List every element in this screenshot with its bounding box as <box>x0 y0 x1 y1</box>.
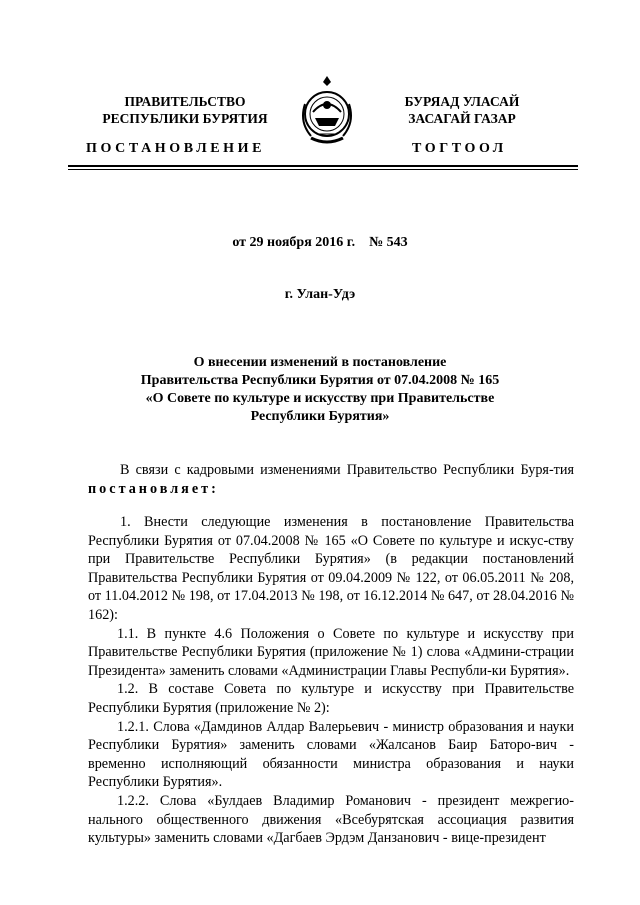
intro-main-text: В связи с кадровыми изменениями Правительство Республики Буря-тия <box>120 462 574 478</box>
document-title <box>120 354 520 426</box>
header-right-line1: БУРЯАД УЛАСАЙ <box>404 94 520 109</box>
coat-of-arms-icon <box>297 74 357 154</box>
decree-body <box>88 513 574 848</box>
header-rule-thin <box>68 169 578 170</box>
government-header-russian <box>86 93 284 127</box>
date-and-number: от 29 ноября 2016 г. № 543 <box>232 235 408 250</box>
body-paragraph: 1.1. В пункте 4.6 Положения о Совете по культуре и искусству при Правительстве Республики Бурятия (приложение № 1) слова «Админи-страции Президента» заменить словами «Администрации Главы Республи-ки Бурятия». <box>88 625 574 679</box>
city-name: г. Улан-Удэ <box>284 287 356 302</box>
header-left-line1: ПРАВИТЕЛЬСТВО <box>124 94 246 109</box>
title-line: Правительства Республики Бурятия от 07.04.2008 № 165 <box>140 373 500 388</box>
intro-paragraph <box>88 461 574 498</box>
body-paragraph: 1.2.1. Слова «Дамдинов Алдар Валерьевич - министр образования и науки Республики Бурятия» заменить словами «Жалсанов Баир Баторо-вич - временно исполняющий обязанности министра образования и науки Республики Бурятия». <box>88 718 574 791</box>
body-paragraph: 1. Внести следующие изменения в постановление Правительства Республики Бурятия от 07.04.2008 № 165 «О Совете по культуре и искус-ству при Правительстве Республики Бурятия» (в редакции постановлений Правительства Республики Бурятия от 09.04.2009 № 122, от 06.05.2011 № 208, от 11.04.2012 № 198, от 17.04.2013 № 198, от 16.12.2014 № 647, от 28.04.2016 № 162): <box>88 514 574 623</box>
decree-label-russian: ПОСТАНОВЛЕНИЕ <box>86 141 266 156</box>
intro-text <box>88 461 574 498</box>
decree-word: постановляет: <box>88 480 219 497</box>
government-header-buryat <box>389 93 535 127</box>
title-line: О внесении изменений в постановление <box>193 355 447 370</box>
decree-label-buryat: ТОГТООЛ <box>412 141 507 156</box>
header-rule-thick <box>68 165 578 167</box>
title-line: «О Совете по культуре и искусству при Правительстве <box>145 391 495 406</box>
title-line: Республики Бурятия» <box>250 409 390 424</box>
header-left-line2: РЕСПУБЛИКИ БУРЯТИЯ <box>102 111 268 126</box>
body-paragraph: 1.2.2. Слова «Булдаев Владимир Романович - президент межрегио-нального общественного движения «Всебурятская ассоциация развития культуры» заменить словами «Дагбаев Эрдэм Данзанович - вице-президент <box>88 792 574 847</box>
body-paragraph: 1.2. В составе Совета по культуре и искусству при Правительстве Республики Бурятия (приложение № 2): <box>88 681 574 716</box>
header-right-line2: ЗАСАГАЙ ГАЗАР <box>408 111 516 126</box>
